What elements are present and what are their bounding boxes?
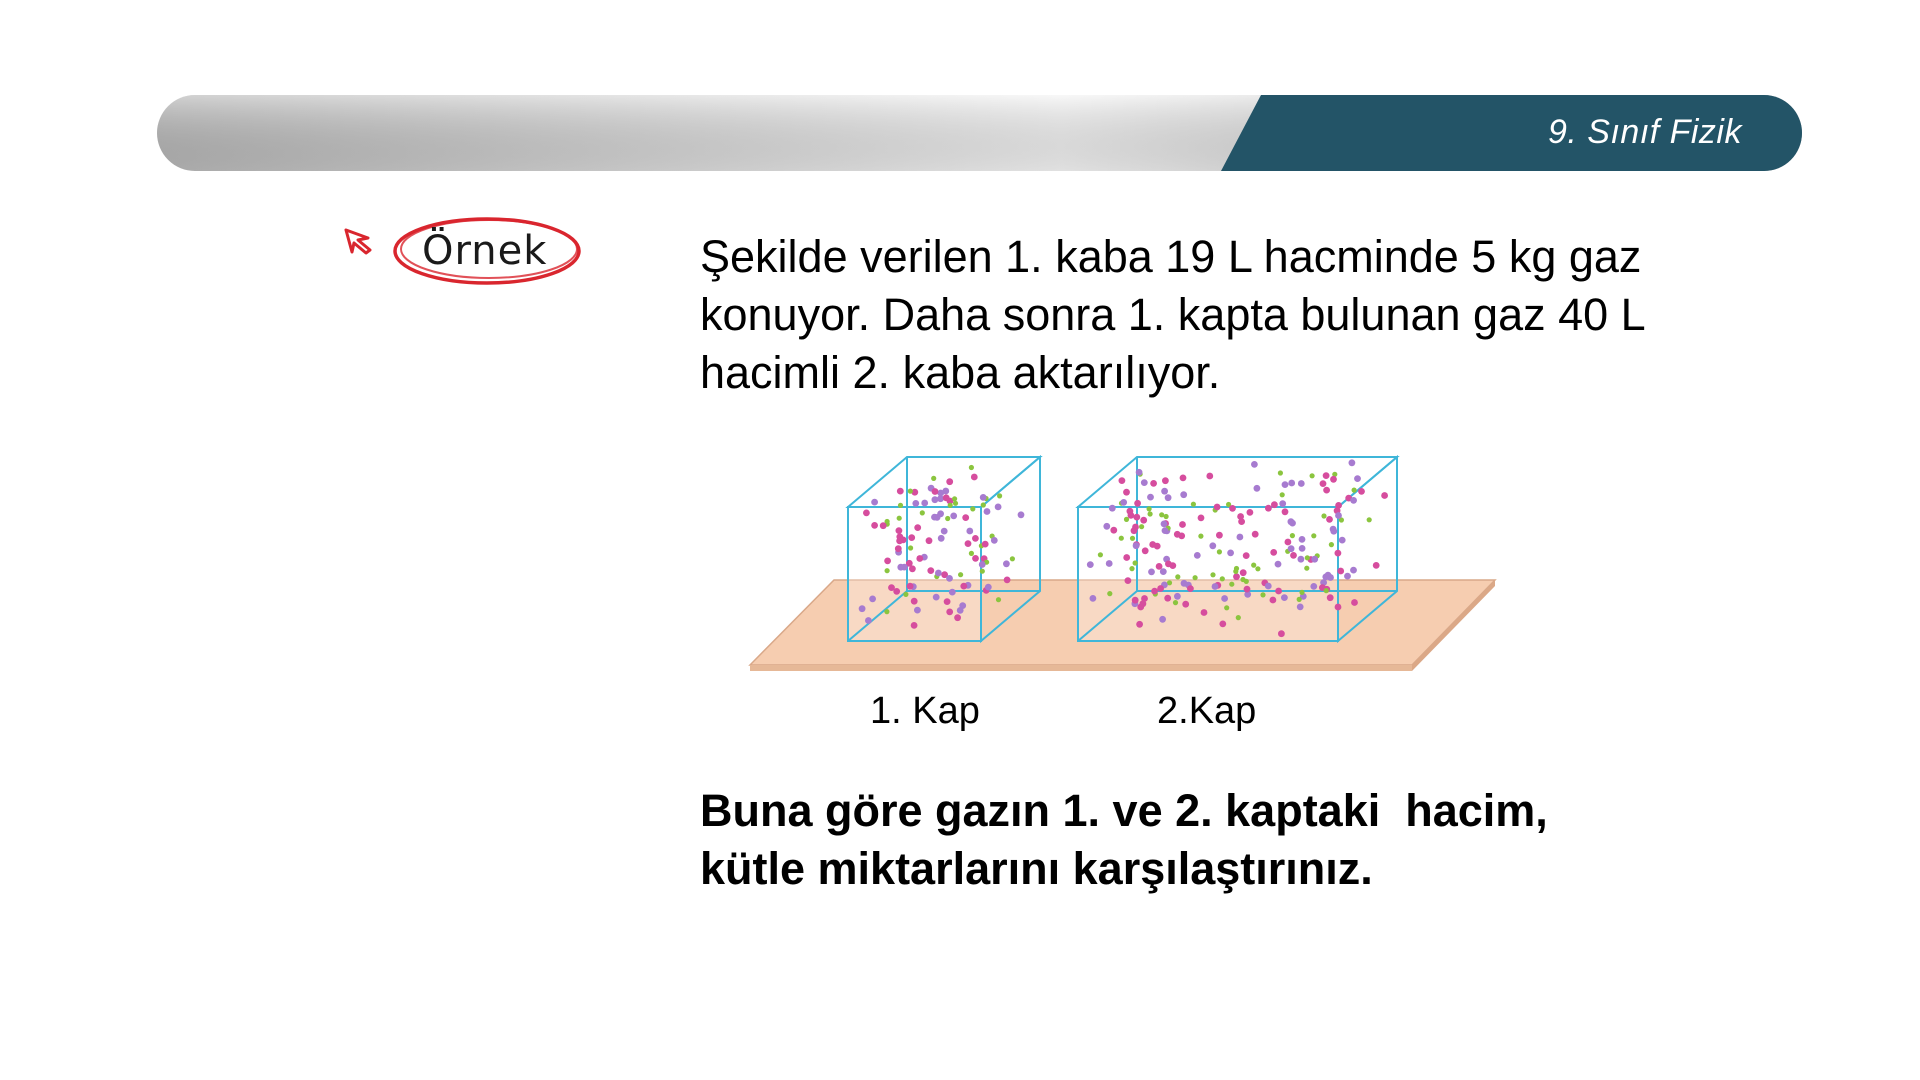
gas-particle (1281, 594, 1288, 601)
example-badge (340, 210, 590, 290)
gas-particle (942, 488, 949, 495)
gas-particle (932, 488, 939, 495)
gas-particle (1271, 501, 1278, 508)
gas-particle (1349, 459, 1356, 466)
gas-particle (1229, 505, 1236, 512)
gas-particle (937, 510, 944, 517)
gas-particle (871, 522, 878, 529)
gas-particle (1288, 545, 1295, 552)
gas-particle (1224, 605, 1229, 610)
gas-particle (1162, 527, 1169, 534)
gas-particle (1330, 476, 1337, 483)
gas-particle (1141, 479, 1148, 486)
gas-particle (1244, 579, 1249, 584)
gas-particle (1244, 586, 1251, 593)
gas-particle (1260, 592, 1265, 597)
gas-particle (1252, 531, 1259, 538)
gas-particle (949, 589, 956, 596)
gas-particle (1297, 597, 1302, 602)
gas-particle (952, 496, 957, 501)
gas-particle (897, 516, 902, 521)
gas-particle (1299, 545, 1306, 552)
gas-particle (1288, 480, 1295, 487)
gas-particle (1280, 492, 1285, 497)
gas-particle (1310, 583, 1317, 590)
prompt-text (700, 782, 1820, 898)
gas-particle (1179, 521, 1186, 528)
gas-particle (1217, 549, 1222, 554)
gas-particle (1164, 595, 1171, 602)
gas-particle (863, 510, 870, 517)
gas-particle (1304, 566, 1309, 571)
gas-particle (1125, 577, 1132, 584)
gas-particle (884, 609, 889, 614)
gas-particle (979, 561, 986, 568)
gas-particle (1236, 615, 1241, 620)
gas-particle (907, 583, 914, 590)
gas-particle (912, 500, 919, 507)
gas-particle (908, 534, 915, 541)
gas-particle (995, 504, 1002, 511)
gas-particle (1290, 533, 1295, 538)
gas-particle (1240, 569, 1247, 576)
gas-particle (1358, 488, 1365, 495)
gas-particle (944, 598, 951, 605)
gas-particle (921, 500, 928, 507)
gas-particle (911, 622, 918, 629)
gas-particle (969, 551, 974, 556)
question-line: konuyor. Daha sonra 1. kapta bulunan gaz 40 L (700, 289, 1646, 340)
gas-particle (1350, 567, 1357, 574)
gas-particle (1134, 500, 1141, 507)
gas-particle (865, 617, 872, 624)
example-label: Örnek (422, 228, 548, 274)
gas-particle (1381, 492, 1388, 499)
gas-particle (933, 594, 940, 601)
gas-particle (1324, 588, 1329, 593)
gas-particle (1181, 580, 1188, 587)
gas-particle (1010, 556, 1015, 561)
gas-particle (985, 584, 992, 591)
gas-particle (1165, 561, 1172, 568)
gas-particle (980, 569, 985, 574)
gas-particle (1110, 527, 1117, 534)
gas-particle (932, 496, 939, 503)
container-1-label: 1. Kap (870, 690, 980, 732)
gas-particle (1321, 513, 1326, 518)
gas-particle (1237, 513, 1244, 520)
gas-particle (1311, 533, 1316, 538)
gas-particle (1120, 499, 1127, 506)
gas-particle (1139, 524, 1144, 529)
gas-particle (1311, 556, 1318, 563)
gas-particle (880, 522, 887, 529)
gas-particle (908, 489, 913, 494)
container-2-label: 2.Kap (1157, 690, 1257, 732)
gas-particle (960, 583, 967, 590)
gas-particle (1133, 542, 1140, 549)
gas-particle (1150, 480, 1157, 487)
gas-particle (1180, 491, 1187, 498)
gas-particle (946, 478, 953, 485)
gas-particle (1004, 577, 1011, 584)
gas-particle (1237, 534, 1244, 541)
gas-particle (1354, 475, 1361, 482)
prompt-line: Buna göre gazın 1. ve 2. kaptaki hacim, (700, 785, 1548, 836)
gas-particle (1133, 514, 1140, 521)
gas-particle (1229, 582, 1234, 587)
gas-particle (1278, 470, 1283, 475)
gas-particle (920, 510, 925, 515)
gas-particle (1003, 560, 1010, 567)
gas-particle (1297, 604, 1304, 611)
gas-particle (1119, 477, 1126, 484)
gas-particle (969, 465, 974, 470)
gas-particle (908, 545, 913, 550)
gas-particle (991, 537, 998, 544)
gas-particle (1251, 563, 1256, 568)
gas-particle (885, 568, 890, 573)
gas-particle (1323, 472, 1330, 479)
gas-particle (954, 614, 961, 621)
gas-particle (1162, 477, 1169, 484)
gas-particle (1182, 601, 1189, 608)
gas-particle (888, 584, 895, 591)
gas-particle (1130, 536, 1135, 541)
gas-particle (1206, 473, 1213, 480)
gas-particle (1289, 520, 1296, 527)
question-line: hacimli 2. kaba aktarılıyor. (700, 347, 1221, 398)
gas-particle (1148, 511, 1153, 516)
gas-particle (1151, 588, 1158, 595)
gas-particle (1298, 556, 1305, 563)
gas-particle (935, 570, 942, 577)
gas-particle (897, 488, 904, 495)
gas-particle (869, 596, 876, 603)
gas-particle (1352, 488, 1357, 493)
gas-particle (1212, 583, 1219, 590)
gas-particle (1173, 600, 1178, 605)
gas-particle (1344, 573, 1351, 580)
gas-particle (909, 565, 916, 572)
gas-particle (871, 499, 878, 506)
gas-particle (971, 474, 978, 481)
gas-particle (1275, 561, 1282, 568)
gas-particle (938, 535, 945, 542)
gas-particle (1109, 505, 1116, 512)
gas-particle (996, 597, 1001, 602)
gas-particle (1103, 523, 1110, 530)
gas-particle (1133, 560, 1138, 565)
gas-containers-figure (740, 445, 1520, 675)
gas-particle (1298, 480, 1305, 487)
gas-particle (1123, 554, 1130, 561)
gas-particle (948, 503, 953, 508)
gas-particle (980, 494, 987, 501)
gas-particle (1299, 536, 1306, 543)
gas-particle (1147, 494, 1154, 501)
gas-particle (1290, 552, 1297, 559)
gas-particle (1194, 552, 1201, 559)
gas-particle (1282, 481, 1289, 488)
gas-particle (1305, 555, 1310, 560)
gas-particle (1255, 566, 1260, 571)
gas-particle (1285, 539, 1292, 546)
gas-particle (946, 609, 953, 616)
gas-particle (1337, 568, 1344, 575)
gas-particle (1175, 574, 1180, 579)
gas-particle (1157, 585, 1164, 592)
gas-particle (1320, 480, 1327, 487)
gas-particle (1265, 583, 1272, 590)
gas-particle (1159, 512, 1164, 517)
gas-particle (931, 476, 936, 481)
gas-particle (859, 605, 866, 612)
gas-particle (1367, 517, 1372, 522)
gas-particle (1119, 536, 1124, 541)
gas-particle (1214, 504, 1221, 511)
gas-particle (1193, 575, 1198, 580)
gas-particle (1350, 497, 1357, 504)
gas-particle (911, 598, 918, 605)
gas-particle (1209, 542, 1216, 549)
gas-particle (896, 527, 903, 534)
gas-particle (957, 607, 964, 614)
gas-particle (943, 494, 950, 501)
gas-particle (1136, 469, 1143, 476)
gas-particle (1351, 599, 1358, 606)
gas-particle (970, 506, 975, 511)
gas-particle (1129, 566, 1134, 571)
gas-particle (916, 555, 923, 562)
gas-particle (1243, 552, 1250, 559)
gas-particle (1275, 588, 1282, 595)
gas-particle (1180, 475, 1187, 482)
gas-particle (1187, 585, 1194, 592)
gas-particle (1329, 542, 1334, 547)
gas-particle (1310, 473, 1315, 478)
gas-particle (1327, 594, 1334, 601)
question-text (700, 228, 1820, 402)
gas-particle (953, 501, 958, 506)
gas-particle (1339, 537, 1346, 544)
gas-particle (1148, 569, 1155, 576)
gas-particle (1136, 621, 1143, 628)
gas-particle (1233, 573, 1240, 580)
gas-particle (1142, 547, 1149, 554)
gas-particle (1140, 517, 1147, 524)
gas-particle (981, 502, 986, 507)
gas-particle (1322, 574, 1329, 581)
gas-particle (1265, 505, 1272, 512)
gas-particle (900, 537, 907, 544)
arrow-right-icon (346, 230, 370, 253)
gas-particle (895, 545, 902, 552)
gas-particle (914, 607, 921, 614)
gas-particle (1247, 509, 1254, 516)
gas-particle (972, 535, 979, 542)
gas-particle (927, 567, 934, 574)
gas-particle (898, 503, 903, 508)
gas-particle (1140, 600, 1147, 607)
gas-particle (1198, 534, 1203, 539)
gas-particle (1128, 512, 1135, 519)
gas-particle (972, 555, 979, 562)
gas-particle (926, 537, 933, 544)
gas-particle (1233, 569, 1238, 574)
gas-particle (1149, 541, 1156, 548)
gas-particle (1335, 604, 1342, 611)
gas-particle (1270, 597, 1277, 604)
gas-particle (1165, 494, 1172, 501)
gas-particle (1335, 512, 1342, 519)
gas-particle (1174, 531, 1181, 538)
gas-particle (1159, 616, 1166, 623)
gas-particle (1132, 597, 1139, 604)
gas-particle (946, 575, 953, 582)
gas-particle (1270, 549, 1277, 556)
gas-particle (901, 564, 908, 571)
prompt-line: kütle miktarlarını karşılaştırınız. (700, 843, 1373, 894)
gas-particle (1098, 552, 1103, 557)
gas-particle (1335, 550, 1342, 557)
gas-particle (1221, 595, 1228, 602)
gas-particle (1323, 487, 1330, 494)
gas-particle (1160, 568, 1167, 575)
gas-particle (1326, 516, 1333, 523)
gas-particle (1087, 561, 1094, 568)
gas-particle (984, 508, 991, 515)
gas-particle (914, 524, 921, 531)
gas-particle (1107, 591, 1112, 596)
gas-particle (1132, 524, 1139, 531)
gas-particle (945, 516, 950, 521)
gas-particle (1191, 502, 1196, 507)
gas-particle (1123, 489, 1130, 496)
gas-particle (1216, 532, 1223, 539)
header-bar (157, 95, 1802, 171)
gas-particle (884, 558, 891, 565)
gas-particle (950, 513, 957, 520)
gas-particle (1090, 595, 1097, 602)
gas-particle (982, 541, 989, 548)
gas-particle (1282, 508, 1289, 515)
gas-particle (1147, 506, 1152, 511)
gas-particle (1278, 630, 1285, 637)
gas-particle (966, 528, 973, 535)
gas-particle (958, 572, 963, 577)
gas-particle (903, 592, 908, 597)
header-title: 9. Sınıf Fizik (1547, 113, 1742, 151)
gas-particle (1330, 528, 1337, 535)
gas-particle (1227, 550, 1234, 557)
gas-particle (1174, 593, 1181, 600)
gas-particle (1279, 500, 1286, 507)
gas-particle (941, 528, 948, 535)
gas-particle (1106, 560, 1113, 567)
gas-particle (931, 514, 938, 521)
gas-particle (1251, 461, 1258, 468)
gas-particle (1220, 576, 1225, 581)
gas-particle (1018, 511, 1025, 518)
gas-particle (965, 540, 972, 547)
gas-particle (1201, 609, 1208, 616)
gas-particle (1210, 572, 1215, 577)
gas-particle (1198, 515, 1205, 522)
gas-particle (1161, 488, 1168, 495)
gas-particle (1219, 621, 1226, 628)
gas-particle (1254, 485, 1261, 492)
gas-particle (1299, 590, 1304, 595)
gas-particle (962, 514, 969, 521)
gas-particle (997, 493, 1002, 498)
question-line: Şekilde verilen 1. kaba 19 L hacminde 5 kg gaz (700, 231, 1642, 282)
gas-particle (1373, 562, 1380, 569)
